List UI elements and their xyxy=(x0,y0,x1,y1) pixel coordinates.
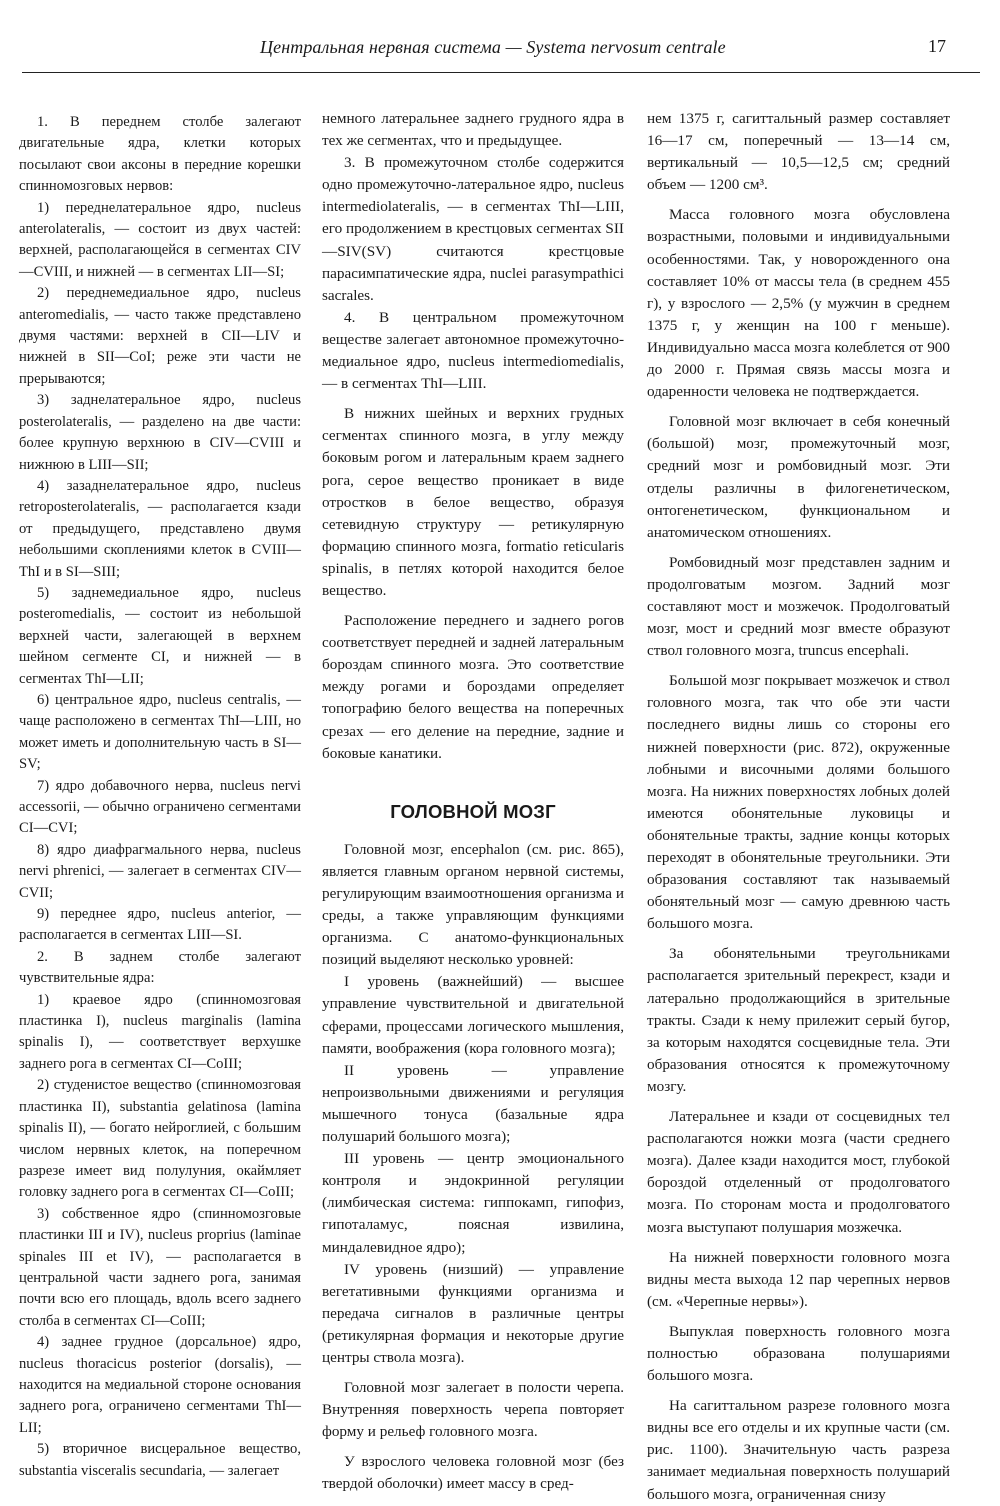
paragraph: 3) заднелатеральное ядро, nucleus posterolateralis, — разделено на две части: более крупную верхнюю в CIV—CVIII и нижнюю в LIII—SII; xyxy=(19,392,301,473)
column-2 xyxy=(322,108,624,1496)
paragraph: 3) собственное ядро (спинномозговые пластинки III и IV), nucleus proprius (laminae spinales III et IV), — располагается в центральной части заднего рога, занимая почти всю его площадь, вдоль всего заднего столба в сегментах CI—CoIII; xyxy=(19,1205,301,1329)
paragraph: 7) ядро добавочного нерва, nucleus nervi accessorii, — обычно ограничено сегментами CI—CVI; xyxy=(19,777,301,837)
paragraph: 2) переднемедиальное ядро, nucleus anteromedialis, — часто также представлено двумя частями: верхней в CII—LIV и нижней в SII—CoI; реже эти части не прерываются; xyxy=(19,285,301,387)
paragraph: 1) краевое ядро (спинномозговая пластинка I), nucleus marginalis (lamina spinalis I), — соответствует верхушке заднего рога в сегментах CI—CoIII; xyxy=(19,991,301,1072)
paragraph: 5) вторичное висцеральное вещество, substantia visceralis secundaria, — залегает xyxy=(19,1441,301,1479)
paragraph: За обонятельными треугольниками располагается зрительный перекрест, кзади и латерально продолжающийся в зрительные тракты. Сзади к нему прилежит серый бугор, за которым находятся сосцевидные тела. Эти образования относятся к промежуточному мозгу. xyxy=(647,945,950,1095)
paragraph: Ромбовидный мозг представлен задним и продолговатым мозгом. Задний мозг составляют мост и мозжечок. Продолговатый мозг, мост и средний мозг вместе образуют ствол головного мозга, truncus encephali. xyxy=(647,553,950,660)
paragraph: Расположение переднего и заднего рогов соответствует передней и задней латеральным бороздам спинного мозга. Это соответствие между рогами и бороздами определяет топографию белого вещества на поперечных срезах — его деление на передние, задние и боковые канатики. xyxy=(322,612,624,762)
paragraph: На нижней поверхности головного мозга видны места выхода 12 пар черепных нервов (см. «Черепные нервы»). xyxy=(647,1248,950,1310)
paragraph: немного латеральнее заднего грудного ядра в тех же сегментах, что и предыдущее. xyxy=(322,110,624,150)
paragraph: Латеральнее и кзади от сосцевидных тел располагаются ножки мозга (части среднего мозга). Далее кзади находится мост, глубокой бороздой отделенный от продолговатого мозга. По сторонам моста и продолговатого мозга выступают полушария мозжечка. xyxy=(647,1108,950,1236)
page-number: 17 xyxy=(928,36,946,56)
paragraph: Головной мозг залегает в полости черепа. Внутренняя поверхность черепа повторяет форму и рельеф головного мозга. xyxy=(322,1379,624,1441)
paragraph: 9) переднее ядро, nucleus anterior, — располагается в сегментах LIII—SI. xyxy=(19,906,301,944)
paragraph: нем 1375 г, сагиттальный размер составляет 16—17 см, поперечный — 13—14 см, вертикальный — 10,5—12,5 см; средний объем — 1200 см³. xyxy=(647,110,950,194)
paragraph: Головной мозг, encephalon (см. рис. 865), является главным органом нервной системы, регулирующим взаимоотношения организма и среды, а также управляющим функциями организма. С анатомо-функциональных позиций выделяют несколько уровней: xyxy=(322,840,624,969)
paragraph: 3. В промежуточном столбе содержится одно промежуточно-латеральное ядро, nucleus intermediolateralis, — в сегментах ThI—LIII, его продолжением в крестцовых сегментах SII—SIV(SV) считаются крестцовые парасимпатические ядра, nuclei parasympathici sacrales. xyxy=(322,154,624,304)
paragraph: 2) студенистое вещество (спинномозговая пластинка II), substantia gelatinosa (lamina spinalis II), — богато нейроглией, с большим числом нервных клеток, на поперечном разрезе имеет вид полулуния, окаймляет головку заднего рога в сегментах CI—CoIII; xyxy=(19,1077,301,1201)
paragraph: I уровень (важнейший) — высшее управление чувствительной и двигательной сферами, процессами логического мышления, памяти, воображения (кора головного мозга); xyxy=(322,973,624,1057)
running-header xyxy=(22,28,980,73)
paragraph: 6) центральное ядро, nucleus centralis, — чаще расположено в сегментах ThI—LIII, но может иметь и дополнительную часть в SI—SV; xyxy=(19,691,301,773)
paragraph: В нижних шейных и верхних грудных сегментах спинного мозга, в углу между боковым рогом и латеральным краем заднего рога, серое вещество проникает в виде отростков в белое вещество, образуя сетевидную структуру — ретикулярную формацию спинного мозга, formatio reticularis spinalis, в петлях которой находится белое вещество. xyxy=(322,405,624,599)
paragraph: 8) ядро диафрагмального нерва, nucleus nervi phrenici, — залегает в сегментах CIV—CVII; xyxy=(19,841,301,901)
paragraph: У взрослого человека головной мозг (без твердой оболочки) имеет массу в сред- xyxy=(322,1453,624,1493)
column-3 xyxy=(647,108,950,1506)
paragraph: III уровень — центр эмоционального контроля и эндокринной регуляции (лимбическая система: гиппокамп, гипофиз, гипоталамус, поясная извилина, миндалевидное ядро); xyxy=(322,1150,624,1256)
paragraph: Большой мозг покрывает мозжечок и ствол головного мозга, так что обе эти части последнего видны лишь со стороны его нижней поверхности (рис. 872), окруженные лобными и височными долями большого мозга. На нижних поверхностях лобных долей имеются обонятельные луковицы и обонятельные тракты, задние концы которых переходят в обонятельные треугольники. Эти образования составляют так называемый обонятельный мозг — самую древнюю часть большого мозга. xyxy=(647,672,950,933)
paragraph: 1) переднелатеральное ядро, nucleus anterolateralis, — состоит из двух частей: верхней, располагающейся в сегментах CIV—CVIII, и нижней — в сегментах LII—SI; xyxy=(19,199,301,280)
paragraph: Выпуклая поверхность головного мозга полностью образована полушариями большого мозга. xyxy=(647,1322,950,1385)
column-1 xyxy=(19,112,301,1482)
running-title: Центральная нервная система — Systema nervosum centrale xyxy=(260,37,726,57)
section-title: ГОЛОВНОЙ МОЗГ xyxy=(390,800,556,822)
paragraph: Масса головного мозга обусловлена возрастными, половыми и индивидуальными особенностями. Так, у новорожденного она составляет 10% от массы тела (в среднем 455 г), у взрослого — 2,5% (у мужчин в среднем 1375 г, у женщин на 100 г меньше). Индивидуально масса мозга колеблется от 900 до 2000 г. Прямая связь массы мозга и одаренности человека не подтверждается. xyxy=(647,206,950,401)
paragraph: II уровень — управление непроизвольными движениями и регуляция мышечного тонуса (базальные ядра полушарий большого мозга); xyxy=(322,1061,624,1146)
paragraph: 4) зазаднелатеральное ядро, nucleus retroposterolateralis, — располагается кзади от предыдущего, представлено двумя небольшими скоплениями клеток в CVIII—ThI и в SI—SIII; xyxy=(19,477,301,580)
paragraph: 2. В заднем столбе залегают чувствительные ядра: xyxy=(19,948,301,987)
paragraph: Головной мозг включает в себя конечный (большой) мозг, промежуточный мозг, средний мозг и ромбовидный мозг. Эти отделы различны в филогенетическом, онтогенетическом, функциональном и анатомическом отношениях. xyxy=(647,413,950,541)
paragraph: 4. В центральном промежуточном веществе залегает автономное промежуточно-медиальное ядро, nucleus intermediomedialis, — в сегментах ThI—LIII. xyxy=(322,308,624,393)
paragraph: 5) заднемедиальное ядро, nucleus posteromedialis, — состоит из небольшой верхней части, залегающей в верхнем шейном сегменте CI, и нижней — в сегментах ThI—LII; xyxy=(19,584,301,687)
paragraph: На сагиттальном разрезе головного мозга видны все его отделы и их крупные части (см. рис. 1100). Значительную часть разреза занимает медиальная поверхность полушарий большого мозга, ограниченная снизу xyxy=(647,1397,950,1503)
paragraph: IV уровень (низший) — управление вегетативными функциями организма и передача сигналов в различные центры (ретикулярная формация и некоторые другие центры ствола мозга). xyxy=(322,1260,624,1366)
paragraph: 4) заднее грудное (дорсальное) ядро, nucleus thoracicus posterior (dorsalis), — находится на медиальной стороне основания заднего рога, ограничено сегментами ThI—LII; xyxy=(19,1334,301,1436)
paragraph: 1. В переднем столбе залегают двигательные ядра, клетки которых посылают свои аксоны в передние корешки спинномозговых нервов: xyxy=(19,114,301,195)
